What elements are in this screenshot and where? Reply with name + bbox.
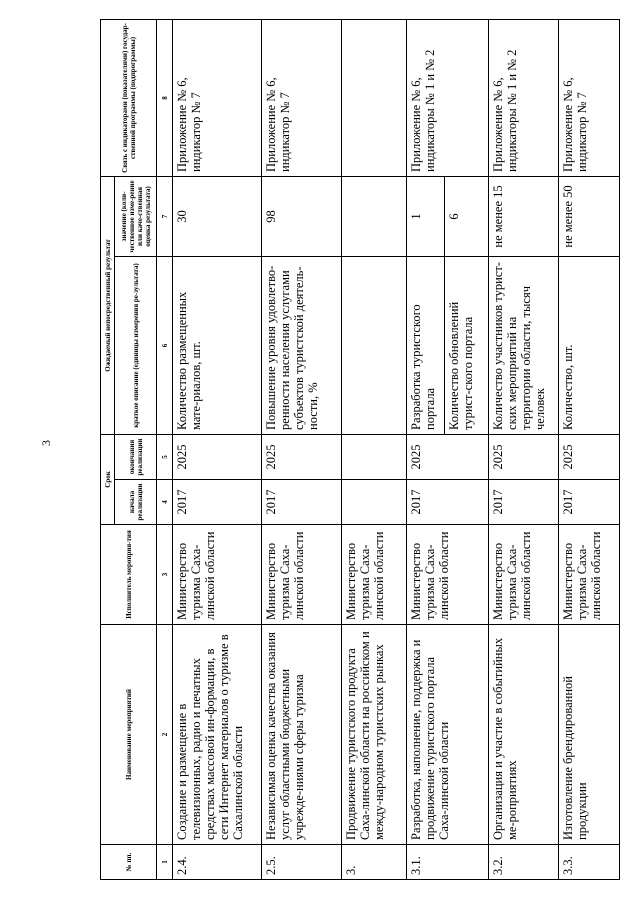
row-start: 2017 [406,480,488,525]
row-desc: Количество, шт. [558,256,619,434]
row-end: 2025 [488,434,558,479]
row-link: Приложение № 6, индикатор № 7 [558,19,619,176]
column-number: 5 [157,434,173,479]
row-end: 2025 [558,434,619,479]
row-name: Независимая оценка качества оказания услуг областными бюджетными учрежде-ниями сферы туризма [261,625,342,845]
row-end: 2025 [406,434,488,479]
table-row [173,19,262,879]
row-num: 2.4. [173,845,262,880]
page-number: 3 [39,440,53,446]
measures-table [100,19,620,880]
column-number: 7 [157,176,173,256]
column-number: 1 [157,845,173,880]
column-number: 6 [157,256,173,434]
row-link: Приложение № 6, индикаторы № 1 и № 2 [488,19,558,176]
header-term-start: начала реализации [115,480,157,525]
row-name: Создание и размещение в телевизионных, радио и печатных средствах массовой ин-формации, в сети Интернет материалов о туризме в Сахалинской области [173,625,262,845]
row-num: 2.5. [261,845,342,880]
table-row [406,19,444,879]
rotated-table-container [100,20,620,880]
header-result-value: значение (коли-чественное изме-рение или каче-ственная оценка результата) [115,176,157,256]
header-executor: Исполнитель мероприя-тия [101,525,157,625]
row-link: Приложение № 6, индикатор № 7 [173,19,262,176]
row-end [342,434,406,479]
header-term: Срок [101,434,115,524]
header-result-desc: краткое описание (единицы измерения ре-зультата) [115,256,157,434]
row-executor: Министерство туризма Саха-линской области [558,525,619,625]
row-executor: Министерство туризма Саха-линской области [406,525,488,625]
row-executor: Министерство туризма Саха-линской области [173,525,262,625]
row-desc: Повышение уровня удовлетво-ренности населения услугами субъектов туристской деятель-ности, % [261,256,342,434]
row-value: не менее 50 [558,176,619,256]
header-num: № пп. [101,845,157,880]
row-value: 6 [444,176,488,256]
row-num: 3. [342,845,406,880]
column-number: 4 [157,480,173,525]
row-executor: Министерство туризма Саха-линской области [261,525,342,625]
table-row [261,19,342,879]
column-number: 8 [157,19,173,176]
table-row [558,19,619,879]
row-value: 30 [173,176,262,256]
row-executor: Министерство туризма Саха-линской области [488,525,558,625]
row-desc [342,256,406,434]
row-end: 2025 [173,434,262,479]
row-name: Организация и участие в событийных ме-роприятиях [488,625,558,845]
header-link: Связь с индикаторами (показателями) государ-ственной программы (подпрограммы) [101,19,157,176]
row-desc: Количество размещенных мате-риалов, шт. [173,256,262,434]
row-value [342,176,406,256]
row-start [342,480,406,525]
row-link: Приложение № 6, индикатор № 7 [261,19,342,176]
table-row [342,19,406,879]
row-start: 2017 [173,480,262,525]
row-num: 3.2. [488,845,558,880]
header-result: Ожидаемый непосредственный результат [101,176,115,434]
row-num: 3.3. [558,845,619,880]
column-number: 3 [157,525,173,625]
table-row [488,19,558,879]
row-name: Разработка, наполнение, поддержка и продвижение туристского портала Саха-линской области [406,625,488,845]
header-term-end: окончания реализации [115,434,157,479]
header-name: Наименование мероприятий [101,625,157,845]
row-start: 2017 [261,480,342,525]
row-value: не менее 15 [488,176,558,256]
row-start: 2017 [488,480,558,525]
row-num: 3.1. [406,845,488,880]
row-name: Продвижение туристского продукта Саха-линской области на российском и между-народном туристских рынках [342,625,406,845]
row-start: 2017 [558,480,619,525]
row-name: Изготовление брендированной продукции [558,625,619,845]
row-desc: Количество участников турист-ских мероприятий на территории области, тысяч человек [488,256,558,434]
row-link [342,19,406,176]
column-number: 2 [157,625,173,845]
row-end: 2025 [261,434,342,479]
row-link: Приложение № 6, индикаторы № 1 и № 2 [406,19,488,176]
row-desc: Количество обновлений турист-ского портала [444,256,488,434]
row-executor: Министерство туризма Саха-линской области [342,525,406,625]
row-value: 98 [261,176,342,256]
row-desc: Разработка туристского портала [406,256,444,434]
row-value: 1 [406,176,444,256]
